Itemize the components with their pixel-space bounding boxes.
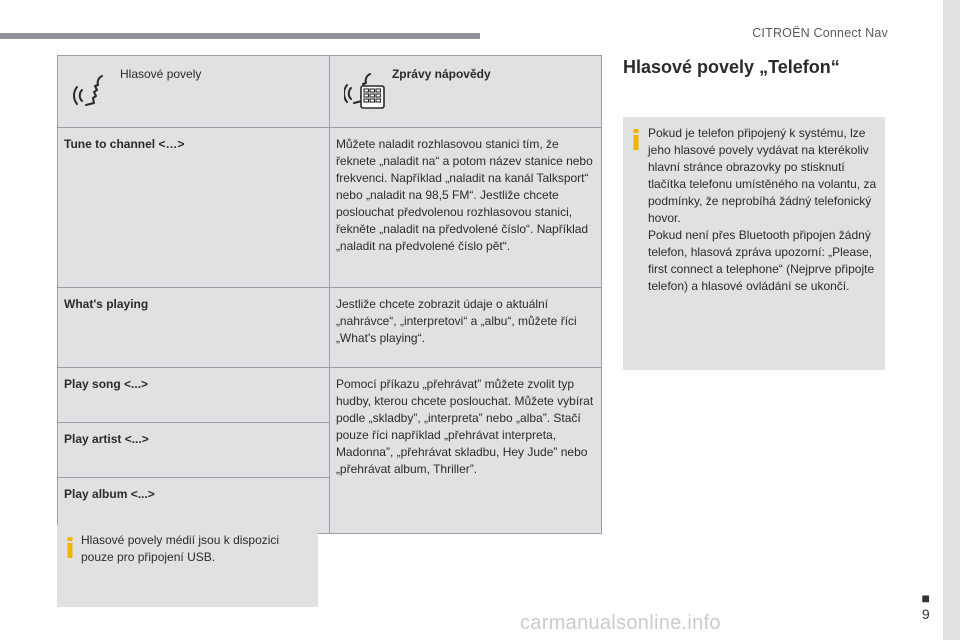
help-whats-playing: Jestliže chcete zobrazit údaje o aktuální „nahrávce“, „interpretovi“ a „albu“, můžete říci „What's playing“. xyxy=(329,288,601,368)
voice-command-icon xyxy=(72,70,114,112)
voice-help-keypad-icon xyxy=(344,70,386,112)
command-whats-playing: What's playing xyxy=(58,288,330,368)
info-icon xyxy=(66,537,74,558)
info-note-usb xyxy=(57,525,318,607)
page-number: 9 xyxy=(921,606,930,622)
info-note-phone-text xyxy=(648,125,880,295)
info-note-phone-paragraph-2: Pokud není přes Bluetooth připojen žádný telefon, hlasová zpráva upozorní: „Please, first connect a telephone“ (Nejprve připojte telefon) a hlasové ovládání se ukončí. xyxy=(648,228,875,293)
info-icon xyxy=(632,129,640,150)
page-number-area xyxy=(922,590,930,622)
table-header-commands xyxy=(58,56,330,128)
command-play-artist: Play artist <...> xyxy=(58,423,330,478)
header-rule xyxy=(0,33,480,39)
info-note-phone-paragraph-1: Pokud je telefon připojený k systému, lze jeho hlasové povely vydávat na kterékoliv hlavní stránce obrazovky po stisknutí tlačítka telefonu umístěného na volantu, za podmínky, že neprobíhá žádný telefonický hovor. xyxy=(648,126,877,225)
info-note-phone xyxy=(623,117,885,370)
table-header-commands-label: Hlasové povely xyxy=(120,67,202,81)
help-tune-to-channel: Můžete naladit rozhlasovou stanici tím, že řeknete „naladit na“ a potom název stanice nebo frekvenci. Například „naladit na kanál Talksport“ nebo „naladit na 98,5 FM“. Jestliže chcete poslouchat předvolenou rozhlasovou stanici, řekněte „naladit na předvolené číslo“. Například „naladit na předvolené číslo pět“. xyxy=(329,128,601,288)
page-marker: ■ xyxy=(921,590,930,606)
info-note-usb-text: Hlasové povely médií jsou k dispozici pouze pro připojení USB. xyxy=(81,533,280,564)
header-title: CITROËN Connect Nav xyxy=(752,26,888,40)
voice-command-table xyxy=(57,55,602,534)
watermark: carmanualsonline.info xyxy=(520,612,721,634)
help-play-media: Pomocí příkazu „přehrávat” můžete zvolit typ hudby, kterou chcete poslouchat. Můžete vybírat podle „skladby”, „interpreta” nebo „alba”. Stačí pouze říci například „přehrávat interpreta, Madonna”, „přehrávat skladbu, Hey Jude” nebo „přehrávat album, Thriller”. xyxy=(329,368,601,534)
table-header-help xyxy=(329,56,601,128)
table-header-help-label: Zprávy nápovědy xyxy=(391,67,491,81)
command-play-song: Play song <...> xyxy=(58,368,330,423)
command-play-album: Play album <...> xyxy=(58,478,330,534)
command-tune-to-channel: Tune to channel <…> xyxy=(58,128,330,288)
section-title: Hlasové povely „Telefon“ xyxy=(623,57,840,77)
side-strip xyxy=(943,0,960,640)
